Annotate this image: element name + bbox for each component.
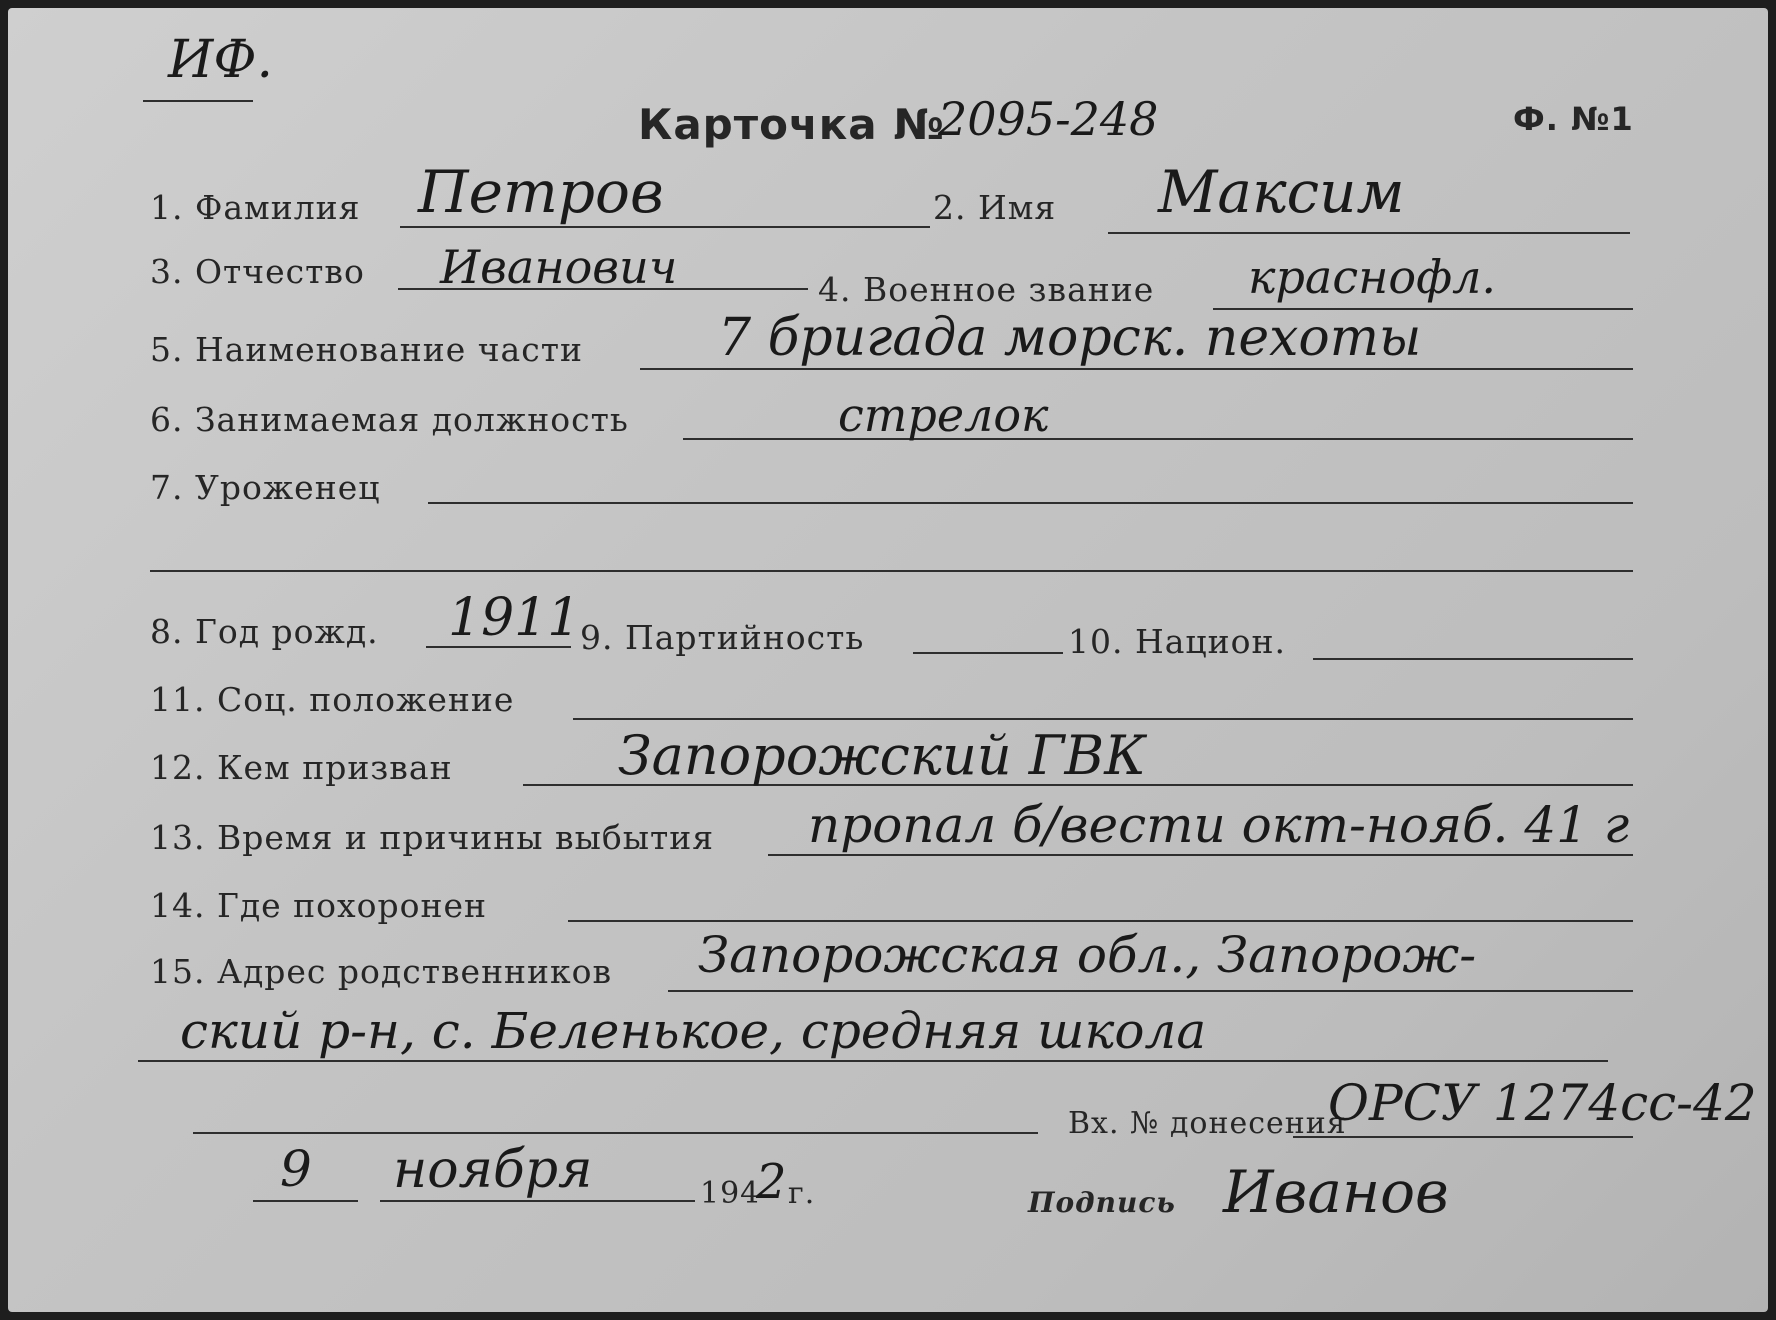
field-6-line (683, 438, 1633, 440)
field-14-label: 14. Где похоронен (150, 886, 488, 925)
field-15-value-line2: ский р-н, с. Беленькое, средняя школа (180, 1002, 1207, 1060)
date-month: ноября (393, 1140, 593, 1200)
field-13-line (768, 854, 1633, 856)
signature-label: Подпись (1028, 1186, 1176, 1219)
field-2-line (1108, 232, 1630, 234)
field-7-label: 7. Уроженец (150, 468, 381, 507)
field-15-line-continued (138, 1060, 1608, 1062)
field-13-label: 13. Время и причины выбытия (150, 818, 715, 857)
field-10-line (1313, 658, 1633, 660)
signature: Иванов (1223, 1158, 1449, 1226)
field-9-line (913, 652, 1063, 654)
field-2-label: 2. Имя (933, 188, 1057, 227)
corner-note-underline (143, 100, 253, 102)
field-11-line (573, 718, 1633, 720)
footer-separator-line (193, 1132, 1038, 1134)
field-4-value: краснофл. (1248, 250, 1497, 304)
incoming-value: ОРСУ 1274сс-42 (1328, 1074, 1757, 1132)
registration-card (8, 8, 1768, 1312)
card-title: Карточка № (638, 100, 945, 149)
date-day-line (253, 1200, 358, 1202)
field-15-line (668, 990, 1633, 992)
field-15-label: 15. Адрес родственников (150, 952, 613, 991)
field-5-label: 5. Наименование части (150, 330, 583, 369)
field-1-value: Петров (418, 158, 664, 226)
date-month-line (380, 1200, 695, 1202)
year-suffix: 2 (756, 1154, 787, 1210)
field-8-label: 8. Год рожд. (150, 612, 379, 651)
field-6-value: стрелок (838, 388, 1049, 442)
field-12-label: 12. Кем призван (150, 748, 453, 787)
field-7-line-continued (150, 570, 1633, 572)
field-4-label: 4. Военное звание (818, 270, 1155, 309)
date-day: 9 (280, 1140, 312, 1198)
field-8-value: 1911 (448, 588, 581, 648)
field-13-value: пропал б/вести окт-нояб. 41 г (808, 796, 1630, 854)
field-14-line (568, 920, 1633, 922)
field-1-label: 1. Фамилия (150, 188, 361, 227)
incoming-label: Вх. № донесения (1068, 1106, 1347, 1141)
field-3-label: 3. Отчество (150, 252, 365, 291)
field-5-line (640, 368, 1633, 370)
field-2-value: Максим (1158, 158, 1405, 226)
field-6-label: 6. Занимаемая должность (150, 400, 629, 439)
incoming-line (1293, 1136, 1633, 1138)
field-3-value: Иванович (440, 240, 678, 294)
field-12-value: Запорожский ГВК (618, 724, 1147, 787)
year-prefix: 194 (700, 1176, 761, 1211)
corner-note: ИФ. (168, 30, 274, 90)
field-11-label: 11. Соц. положение (150, 680, 515, 719)
field-5-value: 7 бригада морск. пехоты (718, 308, 1422, 368)
field-15-value-line1: Запорожская обл., Запорож- (698, 926, 1477, 984)
year-unit: г. (788, 1176, 816, 1211)
field-7-line (428, 502, 1633, 504)
field-10-label: 10. Национ. (1068, 622, 1286, 661)
field-9-label: 9. Партийность (580, 618, 865, 657)
card-number: 2095-248 (938, 92, 1159, 146)
field-1-line (400, 226, 930, 228)
form-number: Ф. №1 (1513, 100, 1634, 138)
